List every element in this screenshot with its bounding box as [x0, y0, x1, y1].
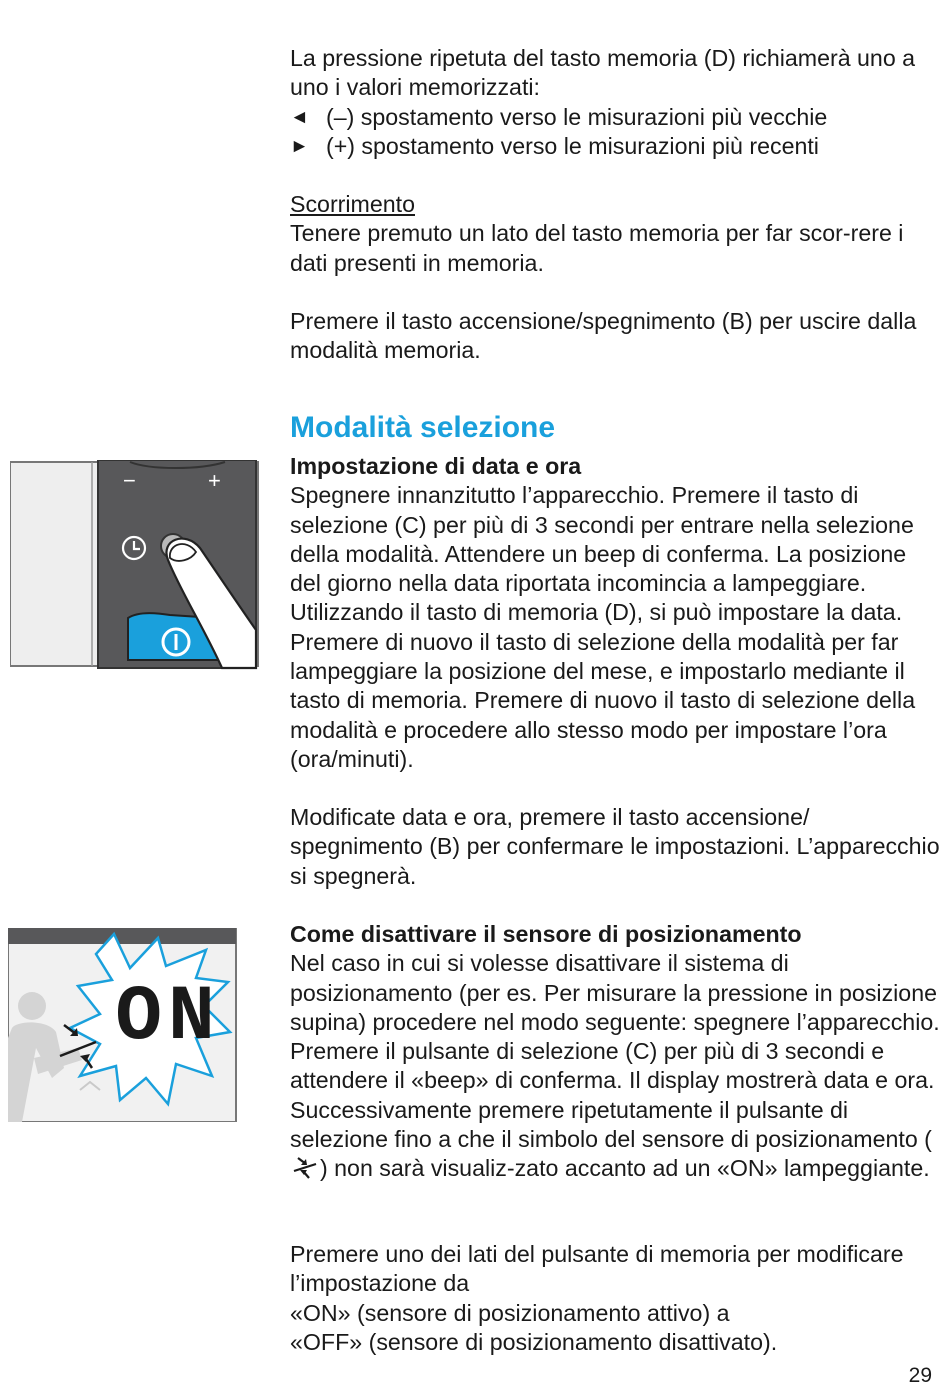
exit-text: Premere il tasto accensione/spegnimento (B) per uscire dalla modalità memoria. — [290, 308, 917, 364]
scroll-title: Scorrimento — [290, 191, 415, 217]
bullet-newer — [290, 132, 940, 161]
bullet-text: (+) spostamento verso le misurazioni più recenti — [326, 132, 819, 159]
sensor-text-after: ) non sarà visualiz-zato accanto ad un «ON» lampeggiante. — [320, 1155, 930, 1182]
left-arrow-icon: ◄ — [290, 106, 309, 128]
position-sensor-icon — [290, 1156, 320, 1187]
right-arrow-icon: ► — [290, 135, 309, 157]
sensor-title: Come disattivare il sensore di posizionamento — [290, 921, 802, 947]
sensor-text — [290, 949, 940, 1187]
page-number: 29 — [908, 1364, 932, 1387]
sensor-section — [290, 920, 940, 1188]
memory-intro: La pressione ripetuta del tasto memoria (D) richiamerà uno a uno i valori memorizzati: — [290, 45, 916, 101]
bullet-text: (–) spostamento verso le misurazioni più vecchie — [326, 103, 828, 130]
device-button-illustration — [10, 460, 260, 670]
exit-text-block — [290, 307, 940, 366]
on-display-text: ON — [115, 974, 221, 1062]
plus-label: + — [208, 468, 221, 493]
confirm-block — [290, 803, 940, 891]
scroll-text: Tenere premuto un lato del tasto memoria per far scor-rere i dati presenti in memoria. — [290, 220, 904, 276]
minus-label: − — [123, 468, 136, 493]
selection-section — [290, 410, 940, 446]
toggle-section — [290, 1240, 940, 1357]
display-on-illustration — [8, 928, 238, 1122]
toggle-intro: Premere uno dei lati del pulsante di memoria per modificare l’impostazione da — [290, 1241, 904, 1297]
sensor-text-before: Nel caso in cui si volesse disattivare il sistema di posizionamento (per es. Per misurare la pressione in posizione supina) procedere nel modo seguente: spegnere l’apparecchio. Premere il pulsante di selezione (C) per più di 3 secondi e attendere il «beep» di conferma. Il display mostrerà data e ora. Successivamente premere ripetutamente il pulsante di selezione fino a che il simbolo del sensore di posizionamento ( — [290, 950, 940, 1153]
bullet-older — [290, 103, 940, 132]
datetime-text: Spegnere innanzitutto l’apparecchio. Premere il tasto di selezione (C) per più di 3 secondi per entrare nella selezione della modalità. Attendere un beep di conferma. La posizione del giorno nella data riportata incomincia a lampeggiare. Utilizzando il tasto di memoria (D), si può impostare la data. Premere di nuovo il tasto di selezione della modalità per far lampeggiare la posizione del mese, e impostarlo mediante il tasto di memoria. Premere di nuovo il tasto di selezione della modalità e procedere allo stesso modo per impostare l’ora (ora/minuti). — [290, 482, 916, 772]
memory-section — [290, 44, 940, 161]
datetime-title: Impostazione di data e ora — [290, 453, 582, 479]
scroll-section — [290, 190, 940, 278]
confirm-text: Modificate data e ora, premere il tasto accensione/ spegnimento (B) per confermare le impostazioni. L’apparecchio si spegnerà. — [290, 804, 940, 889]
toggle-on: «ON» (sensore di posizionamento attivo) a — [290, 1299, 730, 1326]
toggle-off: «OFF» (sensore di posizionamento disattivato). — [290, 1328, 778, 1355]
datetime-section — [290, 452, 940, 774]
section-heading: Modalità selezione — [290, 411, 556, 444]
